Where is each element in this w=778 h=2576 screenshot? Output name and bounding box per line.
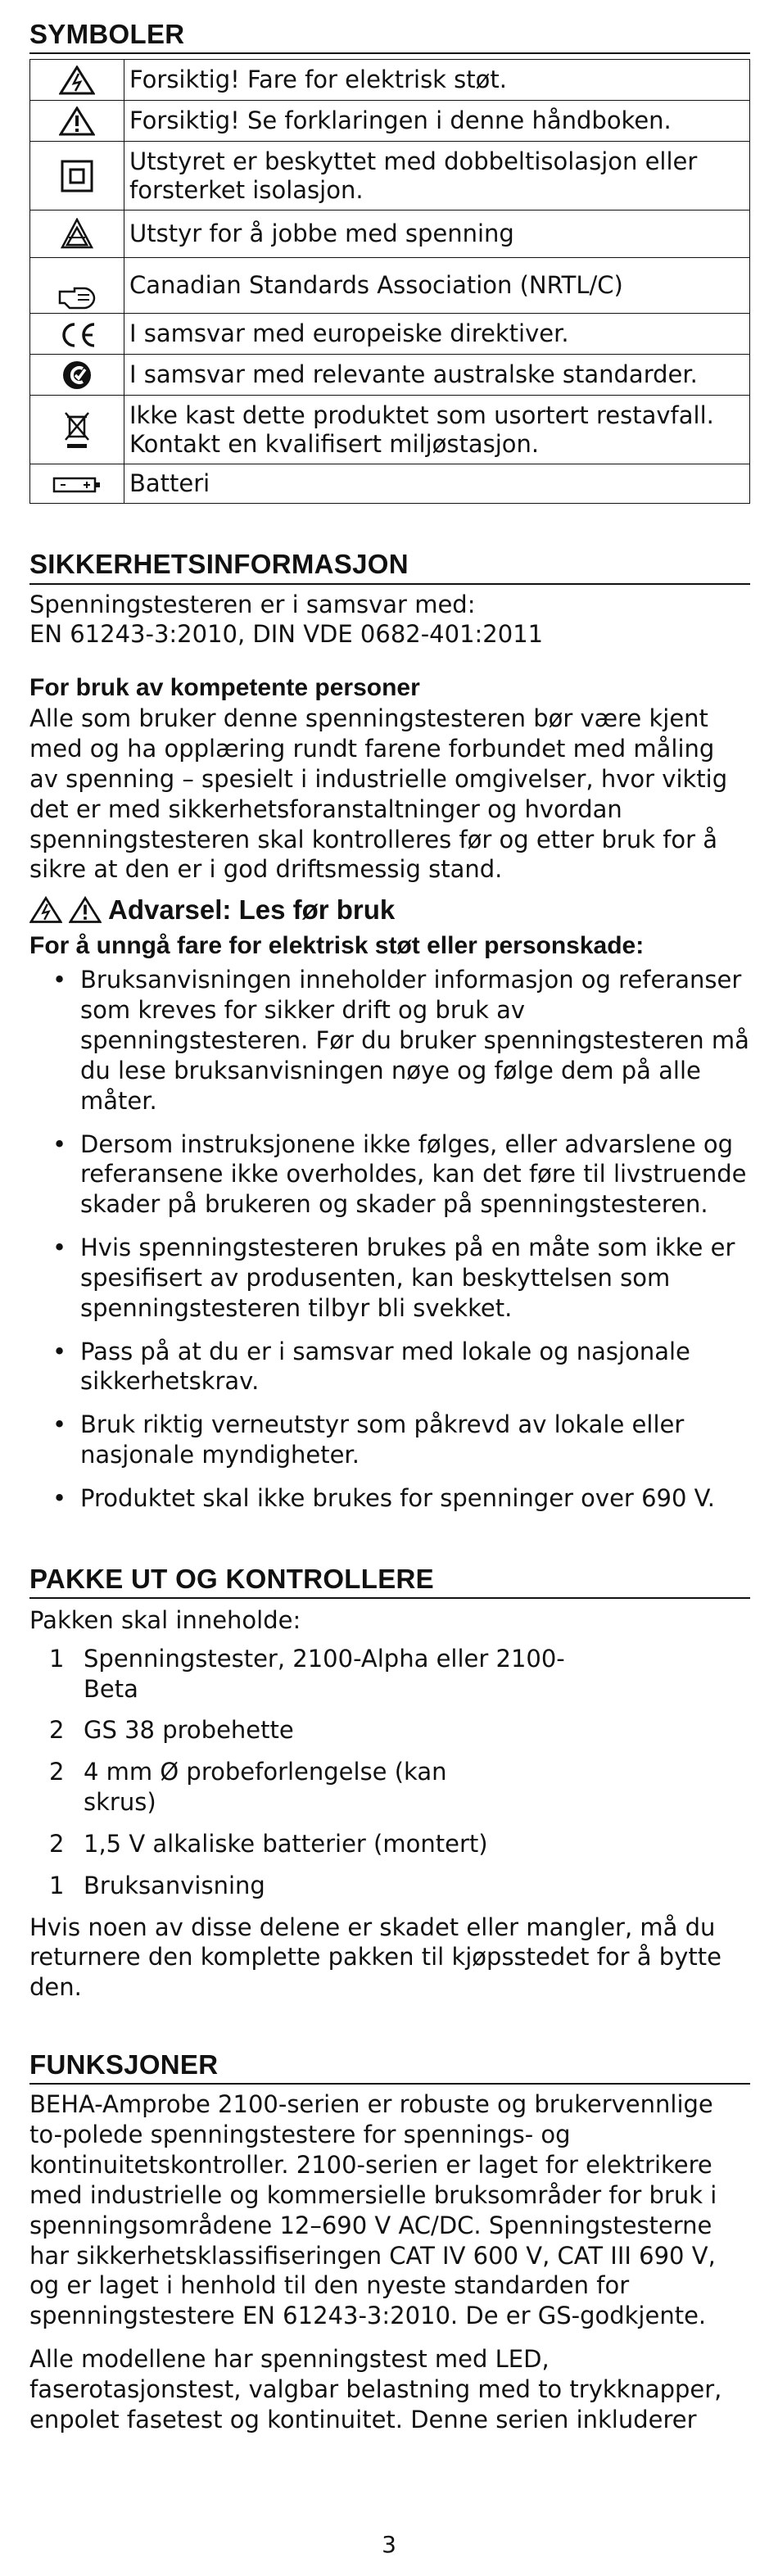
symbol-text: Canadian Standards Association (NRTL/C): [124, 258, 750, 314]
list-item: [29, 1715, 750, 1745]
item-quantity: 1: [49, 1644, 65, 1673]
package-contents-list: [29, 1644, 750, 1901]
list-item: [29, 1757, 750, 1818]
symbol-row: [30, 355, 750, 396]
list-item: • Bruk riktig verneutstyr som påkrevd av lokale eller nasjonale myndigheter.: [29, 1410, 750, 1470]
item-quantity: 2: [49, 1758, 65, 1786]
item-name: 4 mm Ø probeforlengelse (kan skrus): [84, 1758, 447, 1817]
symbol-row: [30, 396, 750, 464]
symbol-row: [30, 314, 750, 355]
symbol-text: Utstyr for å jobbe med spenning: [124, 211, 750, 258]
caution-icon: [69, 896, 102, 924]
warning-heading: Advarsel: Les før bruk: [108, 894, 396, 926]
symbol-text: Ikke kast dette produktet som usortert restavfall. Kontakt en kvalifisert miljøstasjon.: [124, 396, 750, 464]
warning-shock-icon: [30, 60, 124, 101]
item-name: Spenningstester, 2100-Alpha eller 2100-Beta: [84, 1644, 565, 1703]
item-quantity: 2: [49, 1716, 65, 1745]
safety-intro-line: Spenningstesteren er i samsvar med:: [29, 590, 476, 618]
weee-bin-icon: [30, 396, 124, 464]
symbol-text: Utstyret er beskyttet med dobbeltisolasjon eller forsterket isolasjon.: [124, 142, 750, 211]
warning-shock-icon: [29, 896, 62, 924]
unpack-intro: Pakken skal inneholde:: [29, 1605, 301, 1634]
competent-heading: For bruk av kompetente personer: [29, 674, 420, 702]
warning-subheading: For å unngå fare for elektrisk støt eller personskade:: [29, 932, 645, 960]
symbol-text: Forsiktig! Se forklaringen i denne håndboken.: [124, 101, 750, 142]
list-item: • Pass på at du er i samsvar med lokale og nasjonale sikkerhetskrav.: [29, 1337, 750, 1397]
list-item: • Produktet skal ikke brukes for spenninger over 690 V.: [29, 1483, 750, 1514]
symbol-row: [30, 60, 750, 101]
symbols-table: [29, 59, 750, 504]
warning-heading-row: [29, 894, 750, 926]
symbols-heading: SYMBOLER: [29, 20, 750, 54]
item-name: GS 38 probehette: [84, 1716, 294, 1745]
unpack-heading: PAKKE UT OG KONTROLLERE: [29, 1564, 750, 1599]
live-work-icon: [30, 211, 124, 258]
safety-intro-line: EN 61243-3:2010, DIN VDE 0682-401:2011: [29, 620, 544, 649]
symbol-text: I samsvar med europeiske direktiver.: [124, 314, 750, 355]
list-item: • Bruksanvisningen inneholder informasjon og referanser som kreves for sikker drift og bruk av spenningstesteren. Før du bruker spenningstesteren må du lese bruksanvisningen nøye og følge dem på alle måter.: [29, 965, 750, 1116]
item-name: 1,5 V alkaliske batterier (montert): [84, 1829, 488, 1858]
list-item: [29, 1871, 750, 1901]
symbol-text: I samsvar med relevante australske standarder.: [124, 355, 750, 396]
page-number: 3: [382, 2531, 396, 2558]
ce-mark-icon: [30, 314, 124, 355]
symbol-text: Batteri: [124, 464, 750, 504]
double-insulation-icon: [30, 142, 124, 211]
list-item: • Hvis spenningstesteren brukes på en måte som ikke er spesifisert av produsenten, kan beskyttelsen som spenningstesteren tilbyr bli svekket.: [29, 1233, 750, 1323]
item-quantity: 2: [49, 1829, 65, 1858]
symbol-row: [30, 258, 750, 314]
list-item: • Dersom instruksjonene ikke følges, eller advarslene og referansene ikke overholdes, kan det føre til livstruende skader på brukeren og skader på spenningstesteren.: [29, 1130, 750, 1220]
caution-icon: [30, 101, 124, 142]
functions-paragraph: BEHA-Amprobe 2100-serien er robuste og brukervennlige to-polede spenningstestere for spennings- og kontinuitetskontroller. 2100-serien er laget for elektrikere med industrielle og kommersielle bruksområder for bruk i spenningsområdene 12–690 V AC/DC. Spenningstesterne har sikkerhetsklassifiseringen CAT IV 600 V, CAT III 690 V, og er laget i henhold til den nyeste standarden for spenningstestere EN 61243-3:2010. De er GS-godkjente.: [29, 2090, 717, 2330]
safety-heading: SIKKERHETSINFORMASJON: [29, 550, 750, 584]
item-name: Bruksanvisning: [84, 1871, 265, 1899]
functions-paragraph: Alle modellene har spenningstest med LED, faserotasjonstest, valgbar belastning med to trykknapper, enpolet fasetest og kontinuitet. Denne serien inkluderer: [29, 2344, 722, 2433]
symbol-row: [30, 142, 750, 211]
unpack-outro: Hvis noen av disse delene er skadet eller mangler, må du returnere den komplette pakken til kjøpsstedet for å bytte den.: [29, 1913, 721, 2002]
c-tick-icon: [30, 355, 124, 396]
battery-icon: [30, 464, 124, 504]
competent-text: Alle som bruker denne spenningstesteren bør være kjent med og ha opplæring rundt farene forbundet med måling av spenning – spesielt i industrielle omgivelser, hvor viktig det er med sikkerhetsforanstaltninger og hvordan spenningstesteren skal kontrolleres før og etter bruk for å sikre at den er i god driftsmessig stand.: [29, 704, 728, 884]
item-quantity: 1: [49, 1871, 65, 1899]
symbol-text: Forsiktig! Fare for elektrisk støt.: [124, 60, 750, 101]
symbol-row: [30, 211, 750, 258]
list-item: [29, 1829, 750, 1859]
page-content: [29, 20, 750, 2434]
csa-mark-icon: [30, 258, 124, 314]
symbol-row: [30, 464, 750, 504]
functions-heading: FUNKSJONER: [29, 2050, 750, 2085]
list-item: [29, 1644, 750, 1705]
symbol-row: [30, 101, 750, 142]
warning-list: [29, 965, 750, 1513]
